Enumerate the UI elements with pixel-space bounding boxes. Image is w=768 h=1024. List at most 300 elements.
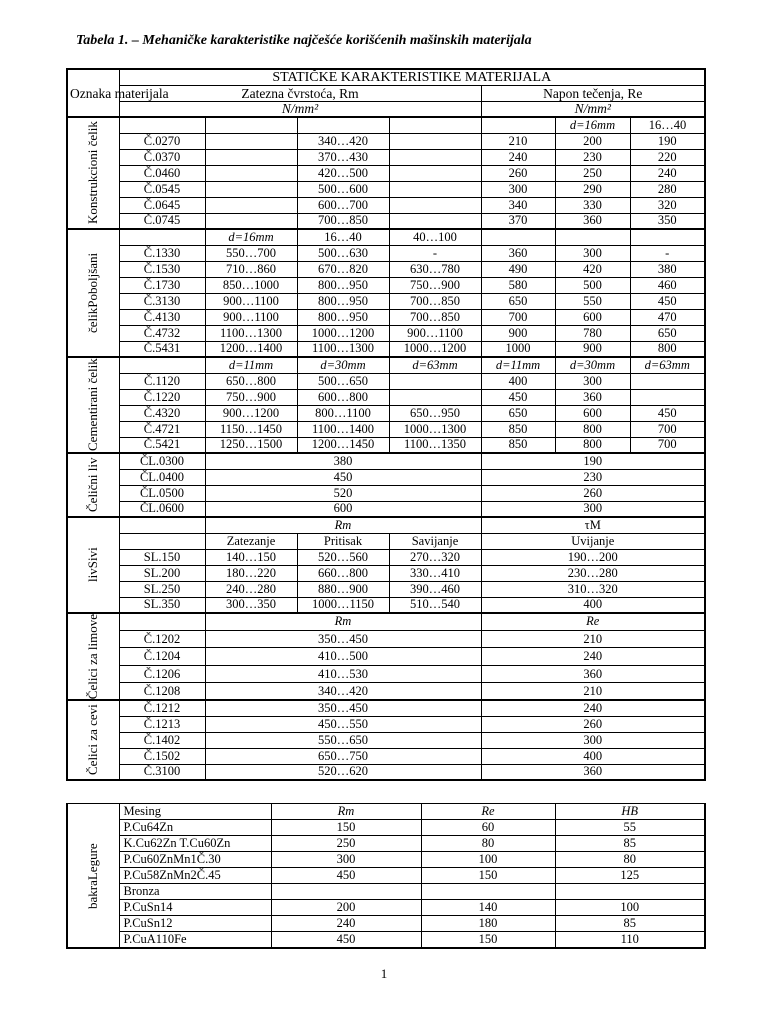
table-cell: [119, 229, 205, 245]
table-cell: 470: [630, 309, 705, 325]
table-cell: [389, 149, 481, 165]
material-name: Č.0745: [119, 213, 205, 229]
table-row: [67, 820, 705, 836]
table-cell: 650: [481, 293, 555, 309]
table-cell: 85: [555, 836, 705, 852]
table-cell: 360: [481, 665, 705, 682]
table-cell: 520…560: [297, 549, 389, 565]
table-row: [67, 533, 705, 549]
table-cell: [205, 133, 297, 149]
table-cell: 240: [630, 165, 705, 181]
table-row: [67, 613, 705, 630]
material-name: ČL.0300: [119, 453, 205, 469]
table-cell: 800: [630, 341, 705, 357]
table-row: [67, 149, 705, 165]
table-cell: [389, 197, 481, 213]
table-cell: Rm: [205, 613, 481, 630]
table-cell: Rm: [271, 804, 421, 820]
table-cell: 660…800: [297, 565, 389, 581]
table-cell: 500: [555, 277, 630, 293]
table-cell: 190: [481, 453, 705, 469]
table-cell: [205, 181, 297, 197]
table-cell: 450: [481, 389, 555, 405]
material-name: Č.1206: [119, 665, 205, 682]
material-name: Č.1730: [119, 277, 205, 293]
table-row: [67, 916, 705, 932]
table-cell: 125: [555, 868, 705, 884]
table-cell: d=63mm: [389, 357, 481, 373]
static-title: STATIČKE KARAKTERISTIKE MATERIJALA: [119, 69, 705, 85]
table-cell: 450: [271, 868, 421, 884]
table-cell: 1100…1300: [205, 325, 297, 341]
table-cell: 330…410: [389, 565, 481, 581]
table-cell: 230: [555, 149, 630, 165]
table-cell: 600…700: [297, 197, 389, 213]
table-cell: d=11mm: [205, 357, 297, 373]
material-name: Č.1530: [119, 261, 205, 277]
table-cell: 300: [555, 245, 630, 261]
table-cell: 240…280: [205, 581, 297, 597]
table-cell: [389, 165, 481, 181]
tensile-unit: N/mm²: [119, 101, 481, 117]
table-cell: [389, 133, 481, 149]
table-cell: 700…850: [297, 213, 389, 229]
table-cell: [389, 213, 481, 229]
table-cell: 330: [555, 197, 630, 213]
table-row: [67, 325, 705, 341]
table-row: [67, 648, 705, 665]
table-cell: 240: [271, 916, 421, 932]
table-cell: 210: [481, 133, 555, 149]
table-cell: 140: [421, 900, 555, 916]
material-name: Č.4721: [119, 421, 205, 437]
table-cell: 410…530: [205, 665, 481, 682]
table-cell: 900…1100: [389, 325, 481, 341]
table-row: [67, 405, 705, 421]
table-cell: 370: [481, 213, 555, 229]
table-cell: [389, 181, 481, 197]
material-name: Č.5431: [119, 341, 205, 357]
material-name: Č.1213: [119, 716, 205, 732]
material-name: P.CuA110Fe: [119, 932, 271, 948]
table-row: [67, 630, 705, 647]
table-cell: 150: [421, 932, 555, 948]
table-cell: [119, 533, 205, 549]
material-name: Č.1208: [119, 683, 205, 700]
table-row: [67, 197, 705, 213]
table-row: [67, 453, 705, 469]
table-cell: 380: [205, 453, 481, 469]
table-cell: d=63mm: [630, 357, 705, 373]
table-cell: 100: [555, 900, 705, 916]
page-number: 1: [380, 966, 388, 981]
material-name: ČL.0600: [119, 501, 205, 517]
copper-alloys-table: [66, 803, 706, 949]
table-cell: 450: [205, 469, 481, 485]
material-name: Č.4732: [119, 325, 205, 341]
material-name: Č.0545: [119, 181, 205, 197]
table-row: [67, 133, 705, 149]
table-cell: 260: [481, 165, 555, 181]
table-row: [67, 293, 705, 309]
table-cell: 240: [481, 700, 705, 716]
table-row: [67, 852, 705, 868]
material-name: P.Cu64Zn: [119, 820, 271, 836]
table-cell: 420…500: [297, 165, 389, 181]
table-row: [67, 421, 705, 437]
table-cell: 520: [205, 485, 481, 501]
table-cell: 16…40: [297, 229, 389, 245]
table-cell: 180: [421, 916, 555, 932]
table-cell: Rm: [205, 517, 481, 533]
table-cell: [555, 229, 630, 245]
material-name: Č.1502: [119, 748, 205, 764]
table-cell: 710…860: [205, 261, 297, 277]
table-cell: 200: [271, 900, 421, 916]
table-cell: [297, 117, 389, 133]
material-name: P.Cu58ZnMn2Č.45: [119, 868, 271, 884]
table-cell: [630, 373, 705, 389]
table-cell: 210: [481, 683, 705, 700]
material-name: Č.3100: [119, 764, 205, 780]
table-cell: 200: [555, 133, 630, 149]
material-name: Č.1330: [119, 245, 205, 261]
table-cell: 490: [481, 261, 555, 277]
group-label: čelikPoboljšani: [67, 229, 119, 357]
table-cell: 60: [421, 820, 555, 836]
table-cell: 1000…1200: [389, 341, 481, 357]
table-row: [67, 245, 705, 261]
table-cell: 650: [630, 325, 705, 341]
material-name: Č.1202: [119, 630, 205, 647]
material-name: Č.4130: [119, 309, 205, 325]
table-row: [67, 764, 705, 780]
table-cell: 390…460: [389, 581, 481, 597]
table-cell: 550…700: [205, 245, 297, 261]
table-cell: [205, 117, 297, 133]
material-name: P.Cu60ZnMn1Č.30: [119, 852, 271, 868]
table-cell: [119, 517, 205, 533]
material-name: Č.1220: [119, 389, 205, 405]
table-cell: 400: [481, 373, 555, 389]
table-cell: [389, 389, 481, 405]
table-cell: 150: [421, 868, 555, 884]
table-cell: 230…280: [481, 565, 705, 581]
table-cell: [630, 229, 705, 245]
table-cell: 300: [481, 181, 555, 197]
table-row: [67, 485, 705, 501]
table-cell: 350…450: [205, 700, 481, 716]
table-cell: 230: [481, 469, 705, 485]
table-cell: 340…420: [205, 683, 481, 700]
table-cell: 1100…1300: [297, 341, 389, 357]
table-cell: 650…950: [389, 405, 481, 421]
table-cell: 700: [481, 309, 555, 325]
table-cell: 400: [481, 597, 705, 613]
table-cell: 650…750: [205, 748, 481, 764]
table-row: [67, 101, 705, 117]
table-cell: 220: [630, 149, 705, 165]
material-name: SL.350: [119, 597, 205, 613]
table-row: [67, 389, 705, 405]
material-name: ČL.0400: [119, 469, 205, 485]
table-cell: 700…850: [389, 293, 481, 309]
table-cell: 550: [555, 293, 630, 309]
material-name: Č.1212: [119, 700, 205, 716]
table-caption: Tabela 1. – Mehaničke karakteristike najčešće korišćenih mašinskih materijala: [76, 33, 532, 48]
table-cell: 1200…1400: [205, 341, 297, 357]
table-cell: Re: [421, 804, 555, 820]
table-cell: τM: [481, 517, 705, 533]
table-cell: Pritisak: [297, 533, 389, 549]
table-cell: [205, 149, 297, 165]
table-cell: 1200…1450: [297, 437, 389, 453]
table-cell: 1150…1450: [205, 421, 297, 437]
table-cell: 650…800: [205, 373, 297, 389]
table-cell: 800: [555, 437, 630, 453]
table-cell: 140…150: [205, 549, 297, 565]
table-cell: 85: [555, 916, 705, 932]
table-cell: 850…1000: [205, 277, 297, 293]
table-row: [67, 716, 705, 732]
table-cell: [205, 213, 297, 229]
table-cell: 360: [481, 245, 555, 261]
table-cell: Mesing: [119, 804, 271, 820]
table-cell: 280: [630, 181, 705, 197]
table-row: [67, 309, 705, 325]
material-name: Č.0370: [119, 149, 205, 165]
table-cell: 750…900: [205, 389, 297, 405]
table-cell: 700…850: [389, 309, 481, 325]
tensile-header: Zatezna čvrstoća, Rm: [119, 85, 481, 101]
table-cell: 700: [630, 437, 705, 453]
table-cell: Uvijanje: [481, 533, 705, 549]
table-row: [67, 341, 705, 357]
table-cell: [555, 884, 705, 900]
table-cell: [119, 357, 205, 373]
table-cell: d=16mm: [205, 229, 297, 245]
table-cell: 190…200: [481, 549, 705, 565]
table-cell: 900: [481, 325, 555, 341]
material-name: Č.0645: [119, 197, 205, 213]
table-cell: 380: [630, 261, 705, 277]
table-cell: 450: [630, 405, 705, 421]
table-cell: 270…320: [389, 549, 481, 565]
table-row: [67, 932, 705, 948]
table-cell: [481, 117, 555, 133]
table-cell: 550…650: [205, 732, 481, 748]
table-cell: 800…1100: [297, 405, 389, 421]
table-cell: d=16mm: [555, 117, 630, 133]
table-row: [67, 748, 705, 764]
table-cell: 110: [555, 932, 705, 948]
table-cell: 16…40: [630, 117, 705, 133]
table-cell: 40…100: [389, 229, 481, 245]
table-cell: 210: [481, 630, 705, 647]
material-name: SL.150: [119, 549, 205, 565]
table-cell: 900…1100: [205, 293, 297, 309]
material-name: Č.3130: [119, 293, 205, 309]
material-name: P.CuSn14: [119, 900, 271, 916]
table-cell: -: [389, 245, 481, 261]
table-cell: 350…450: [205, 630, 481, 647]
table-row: [67, 836, 705, 852]
table-cell: [630, 389, 705, 405]
table-row: [67, 549, 705, 565]
group-label: Konstrukcioni čelik: [67, 117, 119, 229]
table-cell: 260: [481, 485, 705, 501]
table-row: [67, 700, 705, 716]
table-cell: 80: [555, 852, 705, 868]
table-row: [67, 117, 705, 133]
table-cell: [389, 373, 481, 389]
table-cell: 100: [421, 852, 555, 868]
material-name: Č.0270: [119, 133, 205, 149]
table-cell: 400: [481, 748, 705, 764]
table-row: [67, 597, 705, 613]
table-row: [67, 469, 705, 485]
table-cell: 240: [481, 648, 705, 665]
table-cell: 630…780: [389, 261, 481, 277]
material-name: SL.250: [119, 581, 205, 597]
table-cell: 460: [630, 277, 705, 293]
table-cell: [205, 197, 297, 213]
table-cell: 580: [481, 277, 555, 293]
table-cell: 180…220: [205, 565, 297, 581]
table-cell: 600: [555, 309, 630, 325]
table-cell: 450…550: [205, 716, 481, 732]
material-name: K.Cu62Zn T.Cu60Zn: [119, 836, 271, 852]
table-cell: 150: [271, 820, 421, 836]
table-cell: 250: [555, 165, 630, 181]
table-cell: 310…320: [481, 581, 705, 597]
table-row: [67, 69, 705, 85]
table-cell: 420: [555, 261, 630, 277]
table-cell: 1000…1300: [389, 421, 481, 437]
table-row: [67, 804, 705, 820]
table-row: [67, 581, 705, 597]
table-cell: Zatezanje: [205, 533, 297, 549]
table-cell: 500…600: [297, 181, 389, 197]
table-row: [67, 261, 705, 277]
table-cell: 300: [481, 732, 705, 748]
table-row: [67, 229, 705, 245]
table-cell: 650: [481, 405, 555, 421]
material-name: SL.200: [119, 565, 205, 581]
table-cell: 360: [481, 764, 705, 780]
table-cell: 240: [481, 149, 555, 165]
table-cell: 800…950: [297, 309, 389, 325]
table-cell: 800: [555, 421, 630, 437]
yield-unit: N/mm²: [481, 101, 705, 117]
table-cell: 520…620: [205, 764, 481, 780]
material-name: Č.0460: [119, 165, 205, 181]
table-cell: 300: [271, 852, 421, 868]
table-cell: Re: [481, 613, 705, 630]
table-cell: 80: [421, 836, 555, 852]
table-row: [67, 517, 705, 533]
table-cell: 1100…1400: [297, 421, 389, 437]
table-cell: 300: [555, 373, 630, 389]
table-cell: 1000: [481, 341, 555, 357]
table-row: [67, 181, 705, 197]
table-cell: [389, 117, 481, 133]
material-name: Č.5421: [119, 437, 205, 453]
table-cell: 510…540: [389, 597, 481, 613]
table-cell: 350: [630, 213, 705, 229]
table-cell: 300…350: [205, 597, 297, 613]
table-cell: 360: [555, 389, 630, 405]
table-row: [67, 565, 705, 581]
group-label: Čelici za limove: [67, 613, 119, 700]
table-row: [67, 277, 705, 293]
table-cell: 340…420: [297, 133, 389, 149]
table-cell: [119, 613, 205, 630]
table-cell: 450: [630, 293, 705, 309]
table-cell: 600: [205, 501, 481, 517]
table-cell: 1100…1350: [389, 437, 481, 453]
table-cell: 300: [481, 501, 705, 517]
material-name: Č.1402: [119, 732, 205, 748]
table-cell: d=11mm: [481, 357, 555, 373]
material-name: Č.1120: [119, 373, 205, 389]
table-cell: Savijanje: [389, 533, 481, 549]
table-cell: [119, 117, 205, 133]
table-cell: 880…900: [297, 581, 389, 597]
table-cell: 370…430: [297, 149, 389, 165]
group-label: bakraLegure: [67, 804, 119, 948]
table-cell: 1000…1150: [297, 597, 389, 613]
table-cell: 290: [555, 181, 630, 197]
group-label: Čelici za cevi: [67, 700, 119, 780]
table-cell: 600: [555, 405, 630, 421]
table-cell: 900…1200: [205, 405, 297, 421]
table-cell: 450: [271, 932, 421, 948]
table-row: [67, 501, 705, 517]
table-row: [67, 683, 705, 700]
table-cell: 670…820: [297, 261, 389, 277]
table-cell: 340: [481, 197, 555, 213]
table-cell: 260: [481, 716, 705, 732]
table-cell: 360: [555, 213, 630, 229]
group-label: livSivi: [67, 517, 119, 613]
group-label: Čelični liv: [67, 453, 119, 517]
material-header: Oznaka materijala: [67, 69, 119, 117]
material-name: P.CuSn12: [119, 916, 271, 932]
table-cell: 500…630: [297, 245, 389, 261]
table-cell: 500…650: [297, 373, 389, 389]
table-cell: -: [630, 245, 705, 261]
table-cell: 850: [481, 421, 555, 437]
group-label: Cementirani čelik: [67, 357, 119, 453]
table-cell: 900: [555, 341, 630, 357]
table-cell: 900…1100: [205, 309, 297, 325]
table-row: [67, 868, 705, 884]
table-cell: HB: [555, 804, 705, 820]
table-cell: 1000…1200: [297, 325, 389, 341]
table-row: [67, 900, 705, 916]
table-cell: 1250…1500: [205, 437, 297, 453]
table-cell: 850: [481, 437, 555, 453]
table-row: [67, 665, 705, 682]
table-cell: 190: [630, 133, 705, 149]
table-cell: [205, 165, 297, 181]
table-cell: 600…800: [297, 389, 389, 405]
properties-table: [66, 68, 706, 781]
table-cell: 320: [630, 197, 705, 213]
table-cell: d=30mm: [555, 357, 630, 373]
table-cell: 780: [555, 325, 630, 341]
